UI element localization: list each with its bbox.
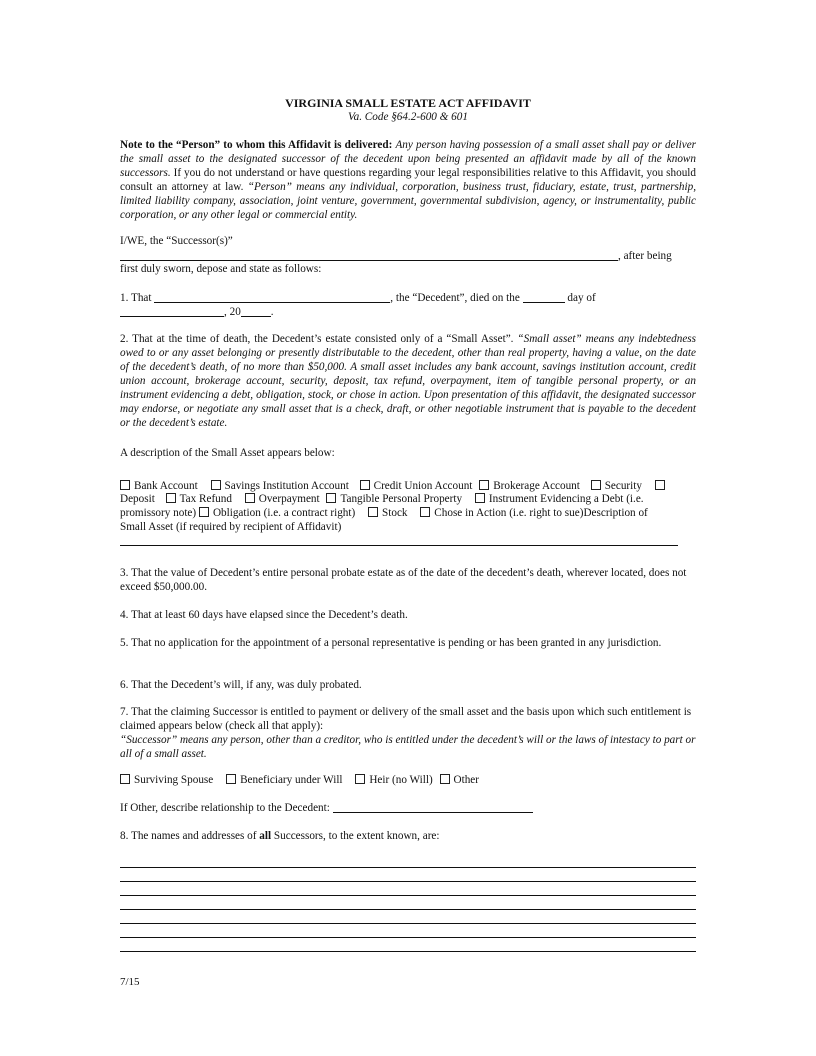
item-4: 4. That at least 60 days have elapsed since the Decedent’s death. <box>120 609 408 621</box>
beneficiary-label: Beneficiary under Will <box>240 774 343 786</box>
item-1-year-prefix: , 20 <box>224 306 241 318</box>
asset-description-intro: A description of the Small Asset appears below: <box>120 447 335 459</box>
description-label: Description of <box>583 507 648 519</box>
successor-intro: I/WE, the “Successor(s)” <box>120 235 233 247</box>
item-8-text-b: Successors, to the extent known, are: <box>273 830 440 842</box>
credit-union-checkbox[interactable] <box>360 480 370 490</box>
successor-address-line-6[interactable] <box>120 937 696 938</box>
successor-address-line-5[interactable] <box>120 923 696 924</box>
death-year-field[interactable] <box>241 304 271 317</box>
if-other-label: If Other, describe relationship to the Decedent: <box>120 802 330 814</box>
if-other-row <box>120 800 696 815</box>
overpayment-label: Overpayment <box>258 493 320 505</box>
decedent-name-field[interactable] <box>154 290 390 303</box>
credit-union-label: Credit Union Account <box>373 480 473 492</box>
item-7-italic: “Successor” means any person, other than a creditor, who is entitled under the decedent’s will or the laws of intestacy to part or all of a small asset. <box>120 734 696 760</box>
successor-address-line-1[interactable] <box>120 867 696 868</box>
beneficiary-checkbox[interactable] <box>226 774 236 784</box>
item-1-day-of-text: day of <box>567 292 596 304</box>
instrument-debt-label: Instrument Evidencing a Debt (i.e. <box>488 493 644 505</box>
successor-address-line-2[interactable] <box>120 881 696 882</box>
chose-in-action-label: Chose in Action (i.e. right to sue) <box>434 507 584 519</box>
obligation-label: Obligation (i.e. a contract right) <box>212 507 356 519</box>
successor-address-line-4[interactable] <box>120 909 696 910</box>
death-month-field[interactable] <box>120 304 224 317</box>
security-checkbox[interactable] <box>591 480 601 490</box>
asset-checkbox-row-2 <box>120 492 700 506</box>
item-2-plain: 2. That at the time of death, the Decedent’s estate consisted only of a “Small Asset”. <box>120 333 514 345</box>
deposit-checkbox[interactable] <box>655 480 665 490</box>
item-7-paragraph <box>120 705 696 761</box>
item-7-plain: 7. That the claiming Successor is entitled to payment or delivery of the small asset and the basis upon which such entitlement is claimed appears below (check all that apply): <box>120 706 692 732</box>
brokerage-account-checkbox[interactable] <box>479 480 489 490</box>
stock-checkbox[interactable] <box>368 507 378 517</box>
successor-line-row <box>120 248 696 263</box>
asset-checkbox-row-3 <box>120 506 700 520</box>
successor-address-line-7[interactable] <box>120 951 696 952</box>
tax-refund-label: Tax Refund <box>179 493 232 505</box>
brokerage-account-label: Brokerage Account <box>493 480 580 492</box>
note-italic-2: “Person” means any individual, corporation, business trust, fiduciary, estate, trust, partnership, limited liability company, association, joint venture, government, governmental subdivision, agency, or instrumentality, public corporation, or any other legal or commercial entity. <box>120 181 696 221</box>
item-1-decedent-text: , the “Decedent”, died on the <box>390 292 520 304</box>
successor-address-line-3[interactable] <box>120 895 696 896</box>
item-1-label: 1. That <box>120 292 152 304</box>
bank-account-label: Bank Account <box>134 480 198 492</box>
form-revision-date: 7/15 <box>120 976 140 988</box>
sworn-text: first duly sworn, depose and state as follows: <box>120 263 322 275</box>
item-1-row1 <box>120 290 696 305</box>
successor-checkbox-row <box>120 773 700 787</box>
tangible-property-label: Tangible Personal Property <box>340 493 463 505</box>
tangible-property-checkbox[interactable] <box>326 493 336 503</box>
surviving-spouse-label: Surviving Spouse <box>134 774 214 786</box>
note-italic-1: Any person having possession of a small asset shall pay or deliver the small asset to the designated successor of the decedent upon being presented an affidavit made by all of the known successors. <box>120 139 697 179</box>
note-lead: Note to the “Person” to whom this Affidavit is delivered: <box>120 139 393 151</box>
successor-names-field[interactable] <box>120 248 618 261</box>
bank-account-checkbox[interactable] <box>120 480 130 490</box>
note-paragraph <box>120 138 696 222</box>
heir-label: Heir (no Will) <box>369 774 433 786</box>
asset-checkbox-row-1 <box>120 479 700 493</box>
item-2-paragraph <box>120 332 696 430</box>
savings-account-label: Savings Institution Account <box>224 480 349 492</box>
description-label-cont: Small Asset (if required by recipient of Affidavit) <box>120 521 342 533</box>
item-2-italic: “Small asset” means any indebtedness owed to or any asset belonging or presently distributable to the decedent, other than real property, having a value, on the date of the decedent’s death, of no more than $50,000. A small asset includes any bank account, savings institution account, credit union account, brokerage account, security, deposit, tax refund, overpayment, item of tangible personal property, or an instrument evidencing a debt, obligation, stock, or chose in action. Upon presentation of this affidavit, the designated successor may endorse, or negotiate any small asset that is a check, draft, or other negotiable instrument that is payable to the decedent or the decedent’s estate. <box>120 333 696 429</box>
item-3: 3. That the value of Decedent’s entire personal probate estate as of the date of the decedent’s death, wherever located, does not exceed $50,000.00. <box>120 567 687 593</box>
security-label: Security <box>604 480 642 492</box>
stock-label: Stock <box>382 507 408 519</box>
item-6: 6. That the Decedent’s will, if any, was duly probated. <box>120 679 362 691</box>
note-plain: If you do not understand or have questions regarding your legal responsibilities relative to this Affidavit, you should consult an attorney at law. <box>120 167 697 193</box>
chose-in-action-checkbox[interactable] <box>420 507 430 517</box>
surviving-spouse-checkbox[interactable] <box>120 774 130 784</box>
item-8 <box>120 829 696 843</box>
savings-account-checkbox[interactable] <box>211 480 221 490</box>
death-day-field[interactable] <box>523 290 565 303</box>
after-being-text: , after being <box>618 250 672 262</box>
deposit-label: Deposit <box>120 493 155 505</box>
item-8-bold: all <box>259 830 272 842</box>
instrument-debt-label-cont: promissory note) <box>120 507 197 519</box>
tax-refund-checkbox[interactable] <box>166 493 176 503</box>
item-8-text-a: 8. The names and addresses of <box>120 830 257 842</box>
item-5: 5. That no application for the appointment of a personal representative is pending or has been granted in any jurisdiction. <box>120 637 662 649</box>
instrument-debt-checkbox[interactable] <box>475 493 485 503</box>
document-title: VIRGINIA SMALL ESTATE ACT AFFIDAVIT <box>285 96 531 110</box>
heir-checkbox[interactable] <box>355 774 365 784</box>
asset-description-field[interactable] <box>120 545 678 546</box>
other-checkbox[interactable] <box>440 774 450 784</box>
item-1-period: . <box>270 306 274 318</box>
overpayment-checkbox[interactable] <box>245 493 255 503</box>
other-label: Other <box>453 774 479 786</box>
item-1-row2 <box>120 304 696 319</box>
obligation-checkbox[interactable] <box>199 507 209 517</box>
relationship-field[interactable] <box>333 800 533 813</box>
code-reference: Va. Code §64.2-600 & 601 <box>348 111 468 123</box>
